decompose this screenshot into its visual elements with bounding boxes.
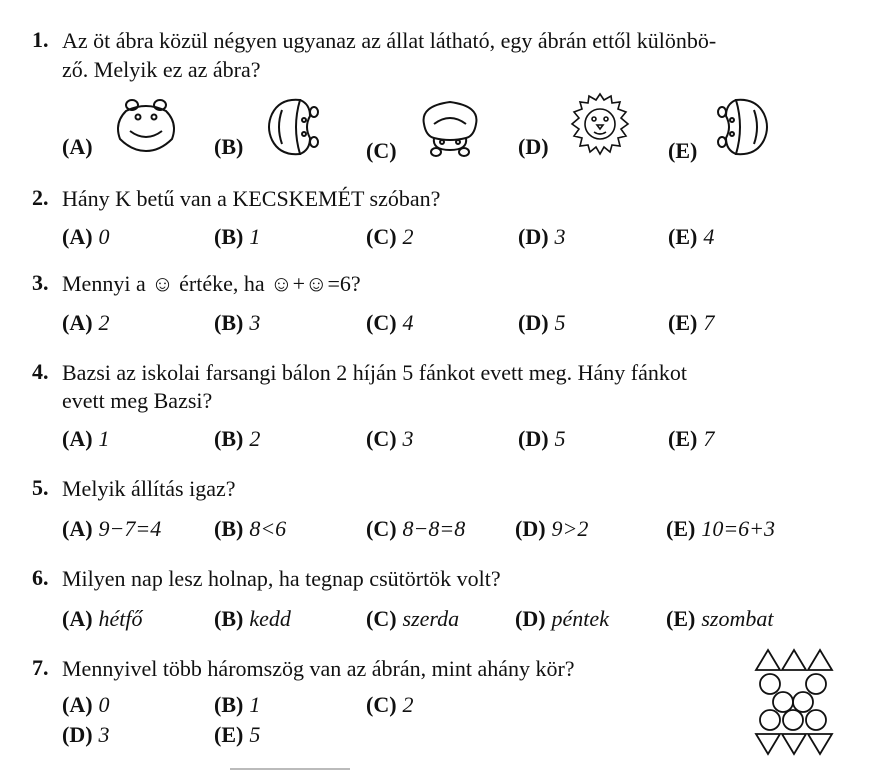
option-d[interactable] [515,516,588,542]
option-a[interactable] [62,310,110,336]
triangle-down [808,734,832,754]
option-c[interactable] [366,138,397,164]
option-value: 8−8=8 [402,516,466,541]
triangle-down [782,734,806,754]
option-label: (D) [518,134,549,159]
hippo-face-icon [110,97,182,155]
option-value: 4 [402,310,414,335]
option-value: 1 [249,224,261,249]
circle [806,674,826,694]
circle [773,692,793,712]
triangle-up [782,650,806,670]
option-label: (C) [366,310,397,335]
option-value: szombat [701,606,774,631]
triangles-and-circles-figure [752,646,836,758]
option-label: (C) [366,606,397,631]
option-value: 9>2 [551,516,589,541]
option-label: (A) [62,426,93,451]
circle [793,692,813,712]
option-label: (B) [214,516,244,541]
option-label: (B) [214,692,244,717]
circle [806,710,826,730]
option-label: (D) [518,224,549,249]
option-a[interactable] [62,692,110,718]
option-value: 2 [402,692,414,717]
option-c[interactable] [366,224,414,250]
option-b[interactable] [214,692,260,718]
option-b[interactable] [214,516,286,542]
option-d[interactable] [515,606,609,632]
option-label: (E) [668,224,698,249]
circle [760,710,780,730]
option-value: 10=6+3 [701,516,776,541]
option-value: péntek [551,606,609,631]
option-label: (A) [62,224,93,249]
option-c[interactable] [366,516,465,542]
option-label: (D) [515,516,546,541]
option-label: (B) [214,134,244,159]
option-value: 0 [98,692,110,717]
hippo-face-upside-down-icon [414,96,486,158]
option-a[interactable] [62,426,110,452]
option-value: 5 [249,722,261,747]
question-number: 6. [32,565,49,590]
option-value: 5 [554,426,566,451]
option-label: (C) [366,692,397,717]
option-value: 2 [98,310,110,335]
option-a[interactable] [62,606,143,632]
option-label: (B) [214,606,244,631]
option-value: 7 [703,426,715,451]
lion-face-icon [566,90,634,158]
option-b[interactable] [214,224,260,250]
option-e[interactable] [668,310,714,336]
question-number: 2. [32,185,49,210]
option-value: 2 [249,426,261,451]
option-value: 0 [98,224,110,249]
option-label: (E) [668,426,698,451]
option-label: (E) [214,722,244,747]
option-value: hétfő [98,606,143,631]
option-label: (B) [214,224,244,249]
option-label: (E) [666,606,696,631]
question-number: 5. [32,475,49,500]
question-stem: Melyik állítás igaz? [62,476,236,501]
option-label: (E) [668,138,698,163]
circle [760,674,780,694]
option-a[interactable] [62,224,110,250]
hippo-face-rotated-left-icon [262,94,320,160]
option-e[interactable] [666,516,775,542]
option-c[interactable] [366,606,459,632]
option-label: (A) [62,516,93,541]
triangle-up [756,650,780,670]
option-value: 8<6 [249,516,287,541]
option-label: (B) [214,310,244,335]
option-label: (E) [666,516,696,541]
option-e[interactable] [666,606,773,632]
option-label: (A) [62,134,93,159]
option-label: (B) [214,426,244,451]
option-e[interactable] [668,224,714,250]
option-e[interactable] [668,138,697,164]
question-number: 4. [32,359,49,384]
question-stem-line2: ző. Melyik ez az ábra? [62,57,261,82]
option-d[interactable] [62,722,110,748]
option-label: (C) [366,426,397,451]
question-stem: Hány K betű van a KECSKEMÉT szóban? [62,186,441,211]
option-value: 5 [554,310,566,335]
question-stem-line1: Bazsi az iskolai farsangi bálon 2 híján 5 fánkot evett meg. Hány fánkot [62,360,687,385]
page-bottom-mark [230,768,350,770]
option-value: szerda [402,606,460,631]
option-c[interactable] [366,310,414,336]
option-label: (C) [366,516,397,541]
option-label: (A) [62,692,93,717]
option-value: 3 [554,224,566,249]
option-b[interactable] [214,426,260,452]
option-d[interactable] [518,224,566,250]
hippo-face-rotated-right-icon [716,94,774,160]
question-stem: Mennyivel több háromszög van az ábrán, mint ahány kör? [62,656,575,681]
option-d[interactable] [518,134,549,160]
option-value: 3 [98,722,110,747]
option-value: 9−7=4 [98,516,162,541]
question-number: 7. [32,655,49,680]
option-label: (C) [366,224,397,249]
option-a[interactable] [62,516,161,542]
circle [783,710,803,730]
option-value: 3 [402,426,414,451]
option-value: 3 [249,310,261,335]
option-d[interactable] [518,310,566,336]
question-stem-line2: evett meg Bazsi? [62,388,213,413]
option-c[interactable] [366,426,414,452]
option-value: 1 [98,426,110,451]
option-label: (D) [518,426,549,451]
option-b[interactable] [214,134,243,160]
option-label: (A) [62,310,93,335]
option-label: (D) [518,310,549,335]
option-value: 1 [249,692,261,717]
question-stem: Mennyi a ☺ értéke, ha ☺+☺=6? [62,271,361,296]
option-value: 4 [703,224,715,249]
triangle-up [808,650,832,670]
option-label: (D) [515,606,546,631]
option-b[interactable] [214,310,260,336]
question-stem: Milyen nap lesz holnap, ha tegnap csütörtök volt? [62,566,501,591]
option-e[interactable] [668,426,714,452]
question-stem-line1: Az öt ábra közül négyen ugyanaz az állat látható, egy ábrán ettől különbö- [62,28,717,53]
option-label: (A) [62,606,93,631]
option-label: (D) [62,722,93,747]
option-c[interactable] [366,692,414,718]
option-value: 7 [703,310,715,335]
question-number: 3. [32,270,49,295]
question-number: 1. [32,27,49,52]
triangle-down [756,734,780,754]
option-value: kedd [249,606,291,631]
option-d[interactable] [518,426,566,452]
option-e[interactable] [214,722,260,748]
option-label: (C) [366,138,397,163]
option-b[interactable] [214,606,291,632]
option-a[interactable] [62,134,93,160]
option-label: (E) [668,310,698,335]
option-value: 2 [402,224,414,249]
